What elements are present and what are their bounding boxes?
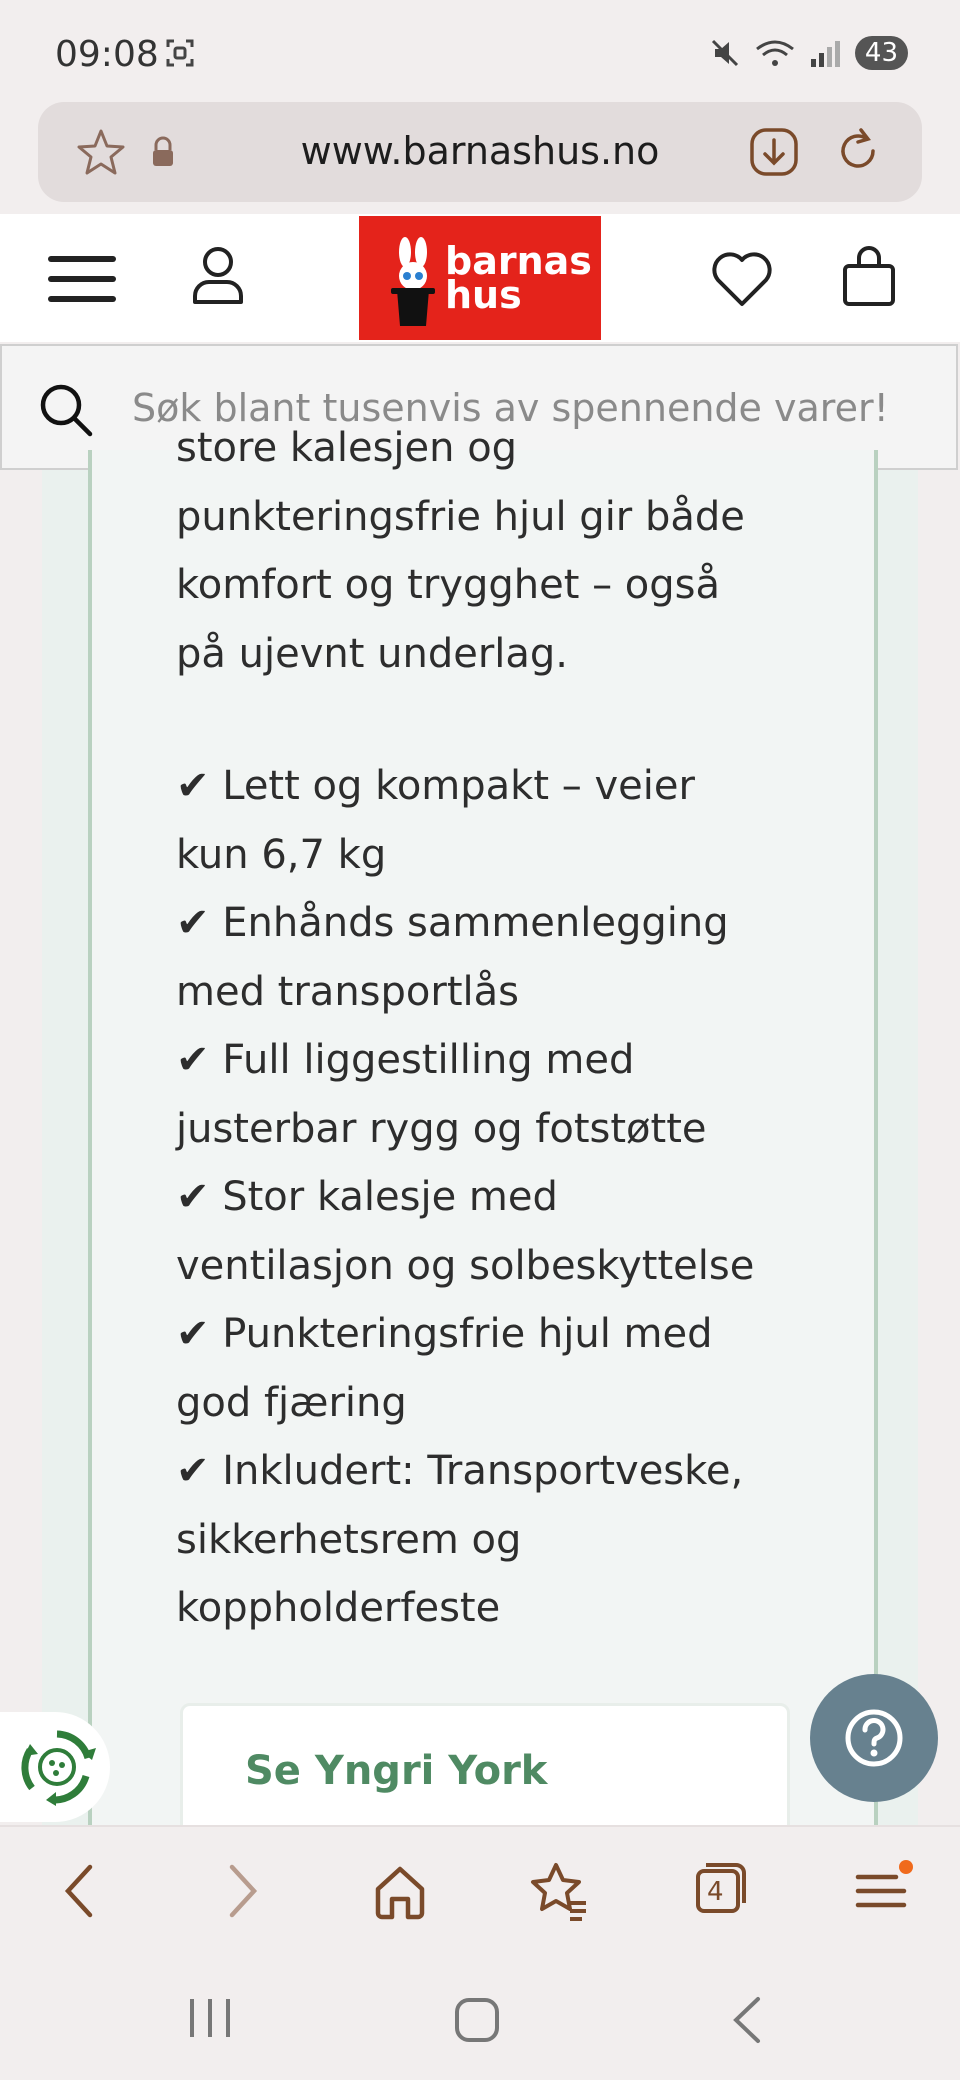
- tabs-count: 4: [707, 1877, 724, 1907]
- eco-badge[interactable]: [0, 1712, 110, 1822]
- status-bar: [0, 0, 960, 100]
- reload-icon[interactable]: [831, 124, 885, 178]
- feature-line: ✔ Lett og kompakt – veier: [176, 763, 695, 809]
- question-mark-icon: [810, 1674, 938, 1802]
- feature-line: med transportlås: [176, 968, 519, 1015]
- system-back-icon[interactable]: [728, 1995, 768, 2045]
- home-icon[interactable]: [372, 1859, 428, 1923]
- home-button-icon[interactable]: [452, 1995, 502, 2045]
- logo-line-2: hus: [445, 273, 522, 317]
- browser-bottom-bar: [0, 1825, 960, 1957]
- signal-icon: [809, 37, 843, 69]
- site-header: [0, 214, 960, 342]
- description-line: på ujevnt underlag.: [176, 630, 568, 677]
- mute-icon: [709, 37, 741, 69]
- feature-line: ✔ Stor kalesje med: [176, 1174, 558, 1220]
- shopping-bag-icon[interactable]: [840, 246, 898, 308]
- search-icon: [38, 382, 94, 438]
- screen-capture-icon: [165, 38, 195, 68]
- browser-menu-icon[interactable]: [852, 1859, 916, 1923]
- description-line: store kalesjen og: [176, 425, 518, 471]
- feature-line: justerbar rygg og fotstøtte: [176, 1105, 707, 1152]
- description-line: punkteringsfrie hjul gir både: [176, 493, 745, 540]
- description-panel: [88, 425, 878, 1850]
- heart-icon[interactable]: [710, 250, 774, 308]
- bunny-hat-icon: [383, 236, 443, 332]
- status-time: 09:08: [55, 34, 159, 75]
- product-description-section: [42, 425, 918, 1825]
- forward-icon[interactable]: [218, 1859, 266, 1923]
- description-line: komfort og trygghet – også: [176, 562, 721, 608]
- wifi-icon: [753, 37, 797, 69]
- address-bar[interactable]: [38, 102, 922, 202]
- bookmarks-icon[interactable]: [528, 1859, 592, 1923]
- logo-line-1: barnas: [445, 239, 592, 283]
- battery-indicator: 43: [855, 36, 908, 70]
- status-icons: [709, 36, 908, 70]
- description-text: [176, 414, 816, 1643]
- recent-apps-icon[interactable]: [186, 1995, 234, 2041]
- feature-line: god fjæring: [176, 1379, 407, 1426]
- search-input[interactable]: Søk blant tusenvis av spennende varer!: [132, 386, 889, 430]
- feature-line: sikkerhetsrem og: [176, 1516, 522, 1563]
- system-navigation-bar: [0, 1955, 960, 2080]
- feature-line: kun 6,7 kg: [176, 831, 387, 878]
- feature-line: ✔ Inkludert: Transportveske,: [176, 1448, 744, 1494]
- barnashus-logo[interactable]: [359, 216, 601, 340]
- logo-text: [445, 239, 592, 317]
- notification-dot: [899, 1860, 913, 1874]
- feature-line: ventilasjon og solbeskyttelse: [176, 1242, 755, 1289]
- feature-line: ✔ Full liggestilling med: [176, 1037, 635, 1083]
- feature-line: koppholderfeste: [176, 1585, 501, 1631]
- menu-icon[interactable]: [48, 256, 116, 302]
- tabs-button[interactable]: [692, 1861, 748, 1917]
- url-text[interactable]: www.barnashus.no: [300, 129, 660, 173]
- recycle-icon: [12, 1722, 102, 1812]
- help-button[interactable]: [810, 1674, 938, 1802]
- download-icon[interactable]: [748, 126, 800, 178]
- feature-line: ✔ Enhånds sammenlegging: [176, 900, 729, 946]
- user-icon[interactable]: [190, 242, 246, 310]
- back-icon[interactable]: [56, 1859, 104, 1923]
- related-product-link[interactable]: Se Yngri York: [245, 1748, 548, 1794]
- feature-line: ✔ Punkteringsfrie hjul med: [176, 1311, 713, 1357]
